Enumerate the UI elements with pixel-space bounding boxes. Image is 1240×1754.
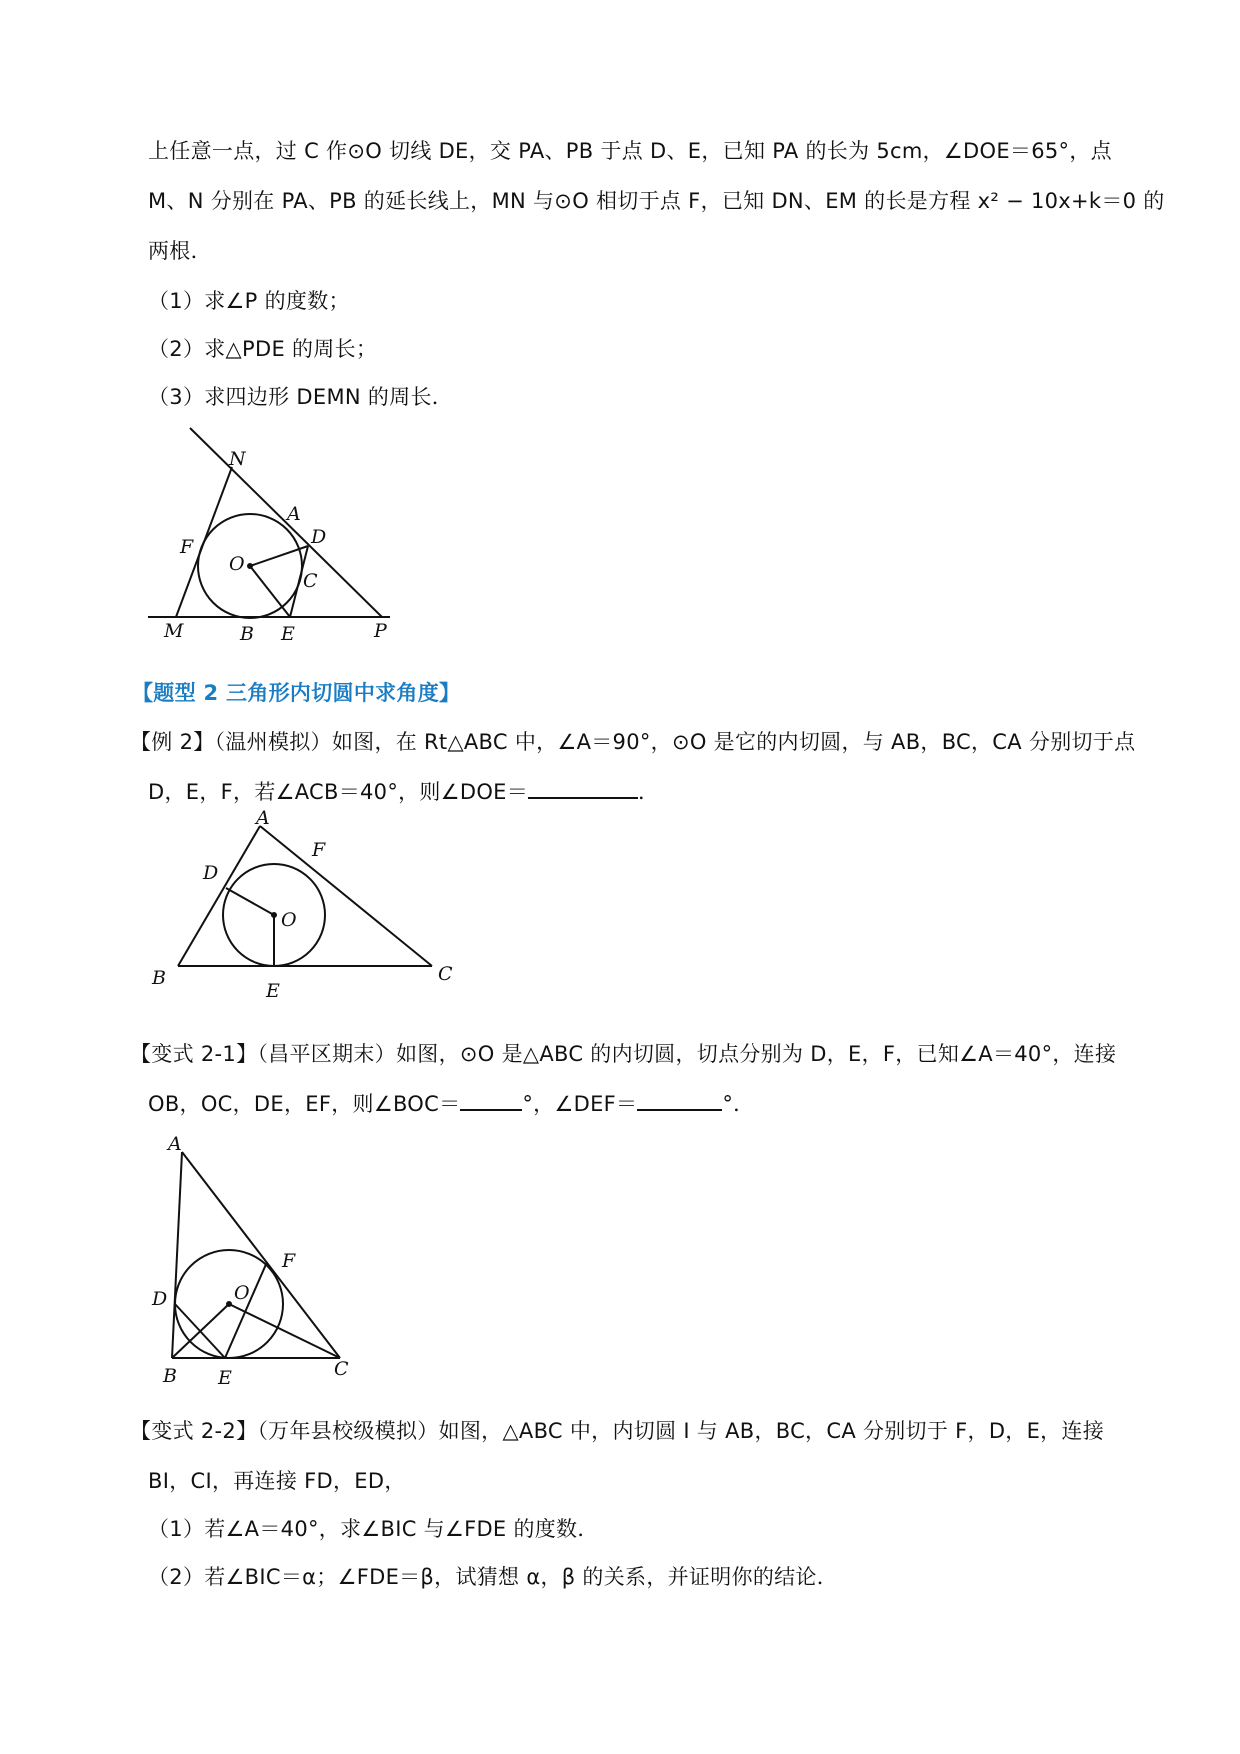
variant21-line-2: [148, 1090, 754, 1118]
fig3-center-dot: [227, 1302, 231, 1306]
fig2-line-OD: [226, 888, 274, 915]
example2-line-1: [130, 728, 1135, 756]
example2-line-2: [148, 778, 659, 806]
fig1-line-OE: [250, 566, 290, 617]
problem-line-3: 两根．: [148, 239, 212, 263]
fig1-label-O: O: [229, 553, 245, 575]
fig2-label-E: E: [266, 980, 280, 1002]
fig2-line-AC: [260, 826, 432, 966]
fig2-label-F: F: [312, 839, 326, 861]
example2-text-1: （温州模拟）如图，在 Rt△ABC 中，∠A＝90°，⊙O 是它的内切圆，与 AB，BC，CA 分别切于点: [214, 730, 1136, 754]
fig2-label-B: B: [152, 967, 166, 989]
fig2-label-A: A: [256, 807, 270, 829]
fig1-center-dot: [248, 564, 252, 568]
figure-right-triangle-incircle: [145, 807, 465, 1002]
fig1-label-M: M: [164, 620, 184, 642]
variant21-text-2c: °．: [722, 1092, 755, 1116]
fig1-line-OD: [250, 546, 308, 566]
fig3-line-EF: [225, 1262, 267, 1358]
fig3-label-E: E: [218, 1367, 232, 1389]
fig2-line-AB: [178, 826, 260, 966]
fig1-label-B: B: [240, 623, 254, 645]
variant22-line-1: [130, 1417, 1104, 1445]
fig1-line-NP: [190, 428, 382, 617]
example2-text-2: D，E，F，若∠ACB＝40°，则∠DOE＝: [148, 780, 529, 804]
variant21-text-2b: °，∠DEF＝: [522, 1092, 638, 1116]
fig1-label-A: A: [287, 503, 301, 525]
variant22-question-2: （2）若∠BIC＝α；∠FDE＝β，试猜想 α，β 的关系，并证明你的结论．: [148, 1565, 839, 1589]
problem-line-1: 上任意一点，过 C 作⊙O 切线 DE，交 PA、PB 于点 D、E，已知 PA 的长为 5cm，∠DOE＝65°，点: [148, 139, 1112, 163]
fig2-label-C: C: [438, 963, 453, 985]
variant22-line-2: BI，CI，再连接 FD，ED，: [148, 1469, 406, 1493]
fig3-label-B: B: [163, 1365, 177, 1387]
answer-blank-def[interactable]: [637, 1091, 722, 1111]
example2-tag: 【例 2】: [130, 730, 215, 754]
fig1-label-D: D: [311, 526, 327, 548]
variant22-text-1: （万年县校级模拟）如图，△ABC 中，内切圆 I 与 AB，BC，CA 分别切于 F，D，E，连接: [257, 1419, 1105, 1443]
figure-tangent-circle: [140, 420, 400, 645]
variant21-text-2a: OB，OC，DE，EF，则∠BOC＝: [148, 1092, 461, 1116]
section-heading: 【题型 2 三角形内切圆中求角度】: [132, 681, 461, 705]
variant21-text-1: （昌平区期末）如图，⊙O 是△ABC 的内切圆，切点分别为 D，E，F，已知∠A＝40°，连接: [257, 1042, 1117, 1066]
example2-text-2-end: ．: [638, 780, 660, 804]
variant21-tag: 【变式 2-1】: [130, 1042, 258, 1066]
question-1: （1）求∠P 的度数；: [148, 289, 350, 313]
fig3-label-D: D: [152, 1288, 168, 1310]
fig3-label-F: F: [282, 1250, 296, 1272]
fig3-label-O: O: [234, 1282, 250, 1304]
variant22-question-1: （1）若∠A＝40°，求∠BIC 与∠FDE 的度数．: [148, 1517, 599, 1541]
question-3: （3）求四边形 DEMN 的周长．: [148, 385, 454, 409]
fig2-label-O: O: [281, 909, 297, 931]
variant22-tag: 【变式 2-2】: [130, 1419, 258, 1443]
fig2-center-dot: [272, 913, 276, 917]
answer-blank-doe[interactable]: [528, 779, 638, 799]
question-2: （2）求△PDE 的周长；: [148, 337, 378, 361]
fig1-label-P: P: [374, 620, 387, 642]
fig1-label-F: F: [180, 536, 194, 558]
problem-line-2: M、N 分别在 PA、PB 的延长线上，MN 与⊙O 相切于点 F，已知 DN、EM 的长是方程 x² − 10x+k＝0 的: [148, 189, 1165, 213]
fig1-label-N: N: [229, 448, 246, 470]
fig2-label-D: D: [203, 862, 219, 884]
answer-blank-boc[interactable]: [460, 1091, 522, 1111]
fig3-label-C: C: [334, 1358, 349, 1380]
fig3-label-A: A: [168, 1133, 182, 1155]
fig1-label-E: E: [281, 623, 295, 645]
figure-triangle-incircle-2: [145, 1130, 365, 1390]
variant21-line-1: [130, 1040, 1116, 1068]
fig1-label-C: C: [303, 570, 318, 592]
